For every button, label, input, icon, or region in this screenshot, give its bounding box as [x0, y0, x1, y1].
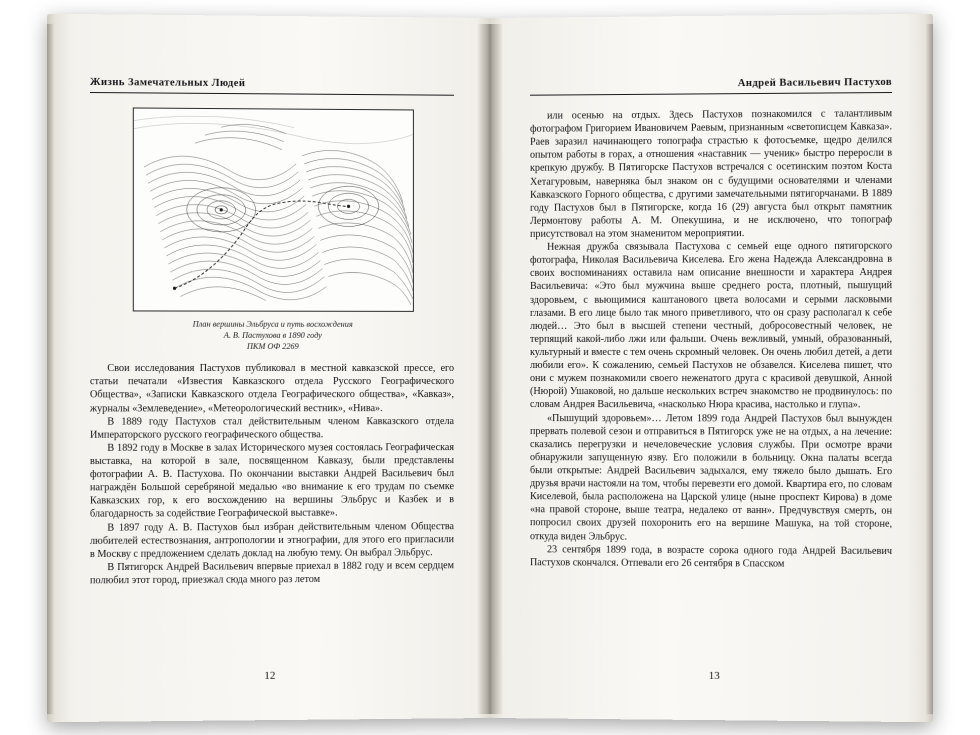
paragraph: В 1889 году Пастухов стал действительным членом Кавказского отдела Императорского русского географического общества. [89, 415, 454, 441]
right-page-body [530, 107, 892, 571]
paragraph: «Пышущий здоровьем»… Летом 1899 года Андрей Пастухов был вынужден прервать полевой сезон и отправиться в Пятигорск уже не на отдых, а на лечение: сказались перегрузки и нечеловеческие условия службы. При осмотре врачи обнаружили запущенную язву. Его положили в больницу. Окна палаты всегда были открытые: Андрей Васильевич задыхался, ему тяжело было дышать. Его друзья врачи настояли на том, чтобы перевезти его домой. Квартира его, по словам Киселевой, была расположена на Царской улице (ныне проспект Кирова) в доме «на правой стороне, выше театра, недалеко от ванн». Предчувствуя смерть, он попросил своих друзей похоронить его на вершине Машука, на той стороне, откуда виден Эльбрус. [530, 412, 893, 543]
topographic-map-icon [134, 108, 413, 310]
page-number-left: 12 [264, 669, 276, 682]
paragraph: В 1892 году в Москве в залах Исторического музея состоялась Географическая выставка, на которой в зале, посвященном Кавказу, были представлены фотографии А. В. Пастухова. По окончании выставки Андрей Васильевич был награждён Большой серебряной медалью «во внимание к его трудам по съемке Кавказских гор, к его восхождению на вершины Эльбрус и Казбек и в благодарность за содействие Географической выставке». [89, 441, 454, 521]
figure-caption-line-2: А. В. Пастухова в 1890 году [223, 330, 322, 340]
book-page-right [490, 14, 933, 723]
paragraph: В Пятигорск Андрей Васильевич впервые приехал в 1882 году и всем сердцем полюбил этот город, приезжал сюда много раз летом [89, 560, 454, 587]
figure-caption-line-3: ПКМ ОФ 2269 [246, 341, 299, 352]
running-head-right: Андрей Васильевич Пастухов [530, 77, 892, 96]
page-number-right: 13 [708, 669, 720, 682]
paragraph: Нежная дружба связывала Пастухова с семьей еще одного пятигорского фотографа, Николая Васильевича Киселева. Его жена Надежда Александровна в своих воспоминаниях оставила нам описание внешности и характера Андрея Васильевича: «Это был мужчина выше среднего роста, плотный, пышущий здоровьем, с вьющимися каштанового цвета волосами и серыми ласковыми глазами. В его лице было так много приветливого, что он сразу располагал к себе людей… Это был в высшей степени честный, добросовестный человек, не терпящий какой-либо лжи или фальши. Очень вежливый, умный, образованный, культурный и вместе с тем очень скромный человек. Он очень любил детей, а дети любили его». К сожалению, семьей Пастухов не обзавелся. Киселева пишет, что они с мужем познакомили своего неженатого друга с красивой девушкой, Анной (Нюрой) Ушаковой, но дальше нескольких встреч знакомство не продвинулось: по словам Андрея Васильевича, «насколько Нюра красива, настолько и глупа». [530, 240, 893, 411]
paragraph: или осенью на отдых. Здесь Пастухов познакомился с талантливым фотографом Григорием Ивановичем Раевым, признанным «светописцем Кавказа». Раев заразил начинающего топографа страстью к фотосъемке, щедро делился опытом работы в горах, а отношения «наставник — ученик» быстро переросли в крепкую дружбу. В Пятигорске Пастухов встречался с осетинским поэтом Коста Хетагуровым, наверняка был знаком он с будущими основателями и членами Кавказского Горного общества, с другими замечательными пятигорчанами. В 1889 году Пастухов был в Пятигорске, когда 16 (29) августа был открыт памятник Лермонтову работы А. М. Опекушина, и не исключено, что топограф присутствовал на этом знаменитом мероприятии. [530, 108, 893, 240]
figure-caption [133, 319, 412, 353]
paragraph: 23 сентября 1899 года, в возрасте сорока одного года Андрей Васильевич Пастухов скончался. Отпевали его 26 сентября в Спасском [530, 543, 893, 570]
paragraph: В 1897 году А. В. Пастухов был избран действительным членом Общества любителей естествознания, антропологии и этнографии, для этого его пригласили в Москву с предложением сделать доклад на любую тему. Он выбрал Эльбрус. [89, 520, 454, 560]
figure-caption-line-1: План вершины Эльбруса и путь восхождения [192, 319, 353, 329]
running-head-left: Жизнь Замечательных Людей [90, 77, 454, 96]
open-book-spread [52, 18, 928, 718]
paragraph: Свои исследования Пастухов публиковал в местной кавказской прессе, его статьи печатали «Известия Кавказского отдела Русского Географического Общества», «Записки Кавказского отдела Географического общества», «Кавказ», журналы «Землеведение», «Метеорологический вестник», «Нива». [89, 363, 454, 415]
map-illustration [133, 107, 414, 311]
book-page-left [47, 14, 490, 723]
figure-block [133, 107, 412, 352]
left-page-body [90, 362, 454, 587]
